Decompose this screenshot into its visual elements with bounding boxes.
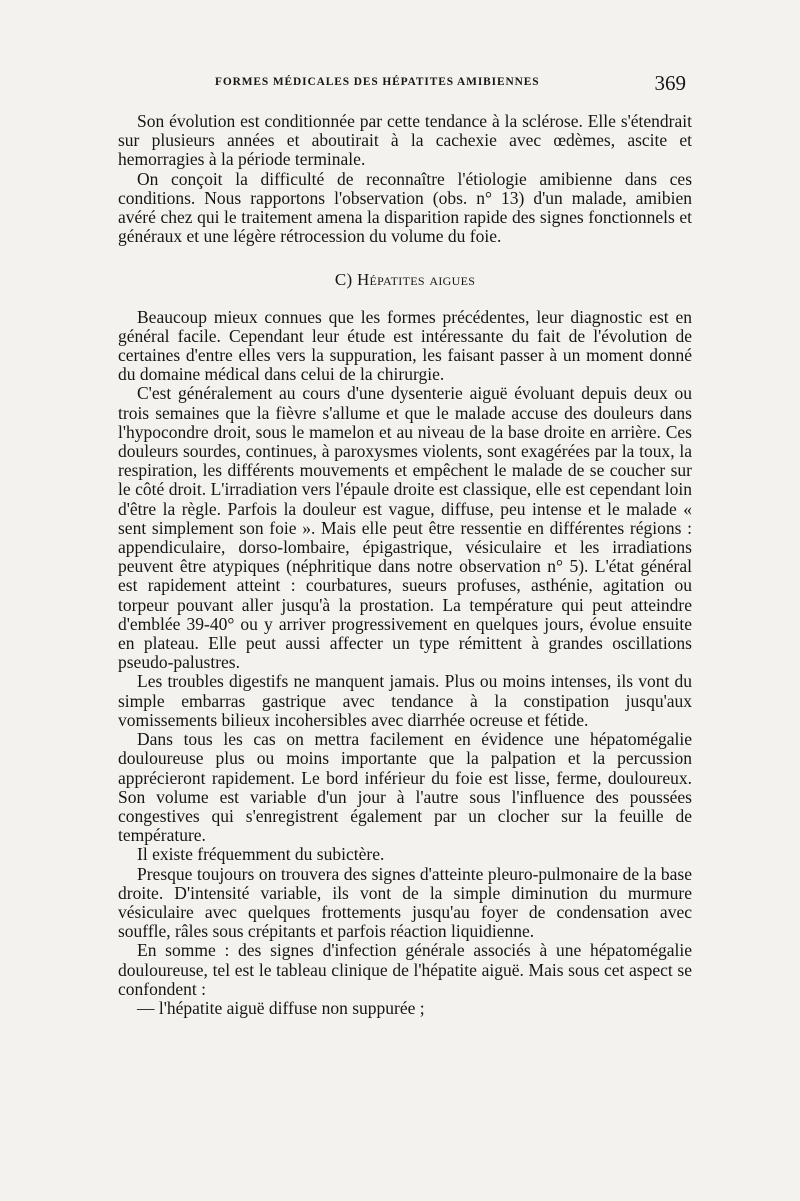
page-body [118,112,692,1018]
paragraph: C'est généralement au cours d'une dysenterie aiguë évoluant depuis deux ou trois semaines que la fièvre s'allume et que le malade accuse des douleurs dans l'hypocondre droit, sous le mamelon et au niveau de la base droite en arrière. Ces douleurs sourdes, continues, à paroxysmes violents, sont exagérées par la toux, la respiration, les différents mouvements et empêchent le malade de se coucher sur le côté droit. L'irradiation vers l'épaule droite est classique, elle est cependant loin d'être la règle. Parfois la douleur est vague, diffuse, peu intense et le malade « sent simplement son foie ». Mais elle peut être ressentie en différentes régions : appendiculaire, dorso-lombaire, épigastrique, vésiculaire et les irradiations peuvent être atypiques (néphritique dans notre observation n° 5). L'état général est rapidement atteint : courbatures, sueurs profuses, asthénie, agitation ou torpeur pouvant aller jusqu'à la prostation. La température qui peut atteindre d'emblée 39-40° ou y arriver progressivement en quelques jours, évolue ensuite en plateau. Elle peut aussi affecter un type rémittent à grandes oscillations pseudo-palustres. [118,383,692,673]
page-header [215,71,686,95]
running-title: FORMES MÉDICALES DES HÉPATITES AMIBIENNES [215,76,540,88]
list-item: — l'hépatite aiguë diffuse non suppurée ; [137,997,425,1018]
paragraph: Les troubles digestifs ne manquent jamais. Plus ou moins intenses, ils vont du simple embarras gastrique avec tendance à la constipation jusqu'aux vomissements bilieux incohersibles avec diarrhée ocreuse et fétide. [118,671,692,730]
page-number: 369 [654,71,686,95]
paragraph: Dans tous les cas on mettra facilement en évidence une hépatomégalie douloureuse plus ou moins importante que la palpation et la percussion apprécieront rapidement. Le bord inférieur du foie est lisse, ferme, douloureux. Son volume est variable d'un jour à l'autre sous l'influence des poussées congestives qui s'enregistrent également par un clocher sur la feuille de température. [118,729,692,846]
paragraph: Beaucoup mieux connues que les formes précédentes, leur diagnostic est en général facile. Cependant leur étude est intéressante du fait de l'évolution de certaines d'entre elles vers la suppuration, les faisant passer à un moment donné du domaine médical dans celui de la chirurgie. [118,306,692,385]
paragraph: Presque toujours on trouvera des signes d'atteinte pleuro-pulmonaire de la base droite. D'intensité variable, ils vont de la simple diminution du murmure vésiculaire avec quelques frottements jusqu'au foyer de condensation avec souffle, râles sous crépitants et parfois réaction liquidienne. [118,863,692,942]
paragraph: Il existe fréquemment du subictère. [137,844,385,865]
section-heading: C) Hépatites aigues [334,270,476,290]
paragraph: On conçoit la difficulté de reconnaître l'étiologie amibienne dans ces conditions. Nous rapportons l'observation (obs. n° 13) d'un malade, amibien avéré chez qui le traitement amena la disparition rapide des signes fonctionnels et généraux et une légère rétrocession du volume du foie. [118,168,692,247]
paragraph: Son évolution est conditionnée par cette tendance à la sclérose. Elle s'étendrait sur plusieurs années et aboutirait à la cachexie avec œdèmes, ascite et hemorragies à la période terminale. [118,111,692,170]
paragraph: En somme : des signes d'infection générale associés à une hépatomégalie douloureuse, tel est le tableau clinique de l'hépatite aiguë. Mais sous cet aspect se confondent : [118,940,692,999]
